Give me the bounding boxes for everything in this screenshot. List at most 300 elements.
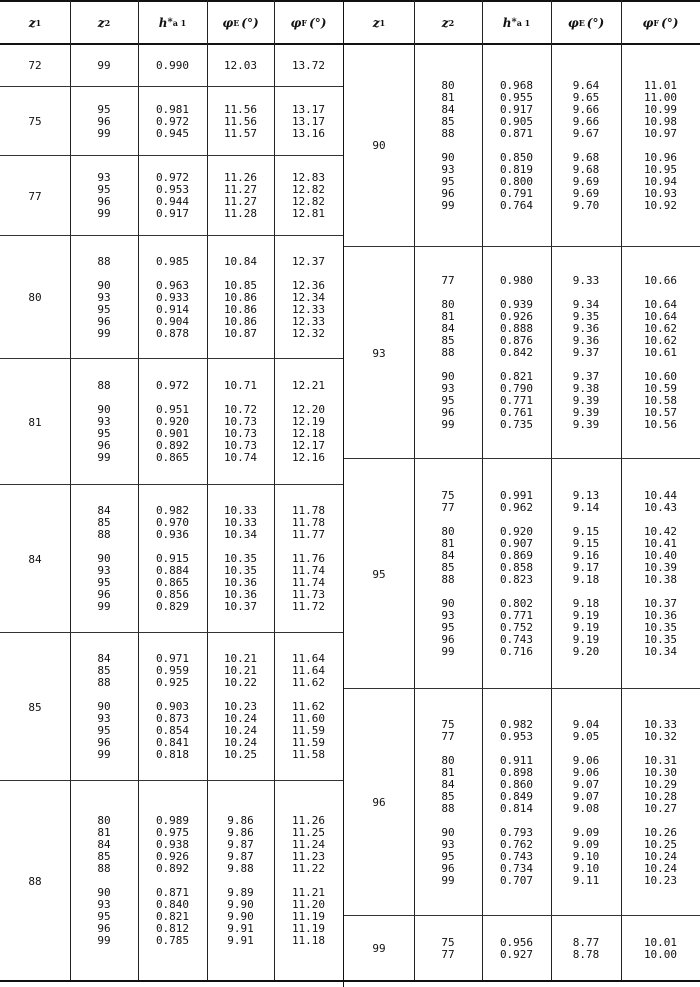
phi-f-value: 11.24 (291, 838, 326, 851)
ha-value: 0.953 (155, 183, 190, 196)
row-group (0, 780, 343, 981)
ha-value: 0.905 (499, 115, 534, 128)
phi-e-value: 8.78 (572, 948, 600, 961)
phi-f-value: 12.82 (291, 183, 326, 196)
phi-f-value: 10.94 (643, 175, 678, 188)
phi-f-value: 10.27 (643, 802, 678, 815)
phi-f-value: 10.96 (643, 151, 678, 164)
phi-e-value: 9.90 (227, 898, 254, 911)
z2-value: 88 (441, 573, 455, 586)
phi-e-value: 10.24 (223, 724, 258, 737)
z2-value: 96 (97, 195, 111, 208)
ha-value: 0.914 (155, 303, 190, 316)
table-row (344, 128, 700, 140)
phi-e-value: 9.37 (572, 346, 600, 359)
header-phi-f-unit: (°) (661, 15, 679, 30)
phi-e-value: 9.67 (572, 127, 600, 140)
ha-value: 0.917 (155, 207, 190, 220)
z2-value: 77 (441, 274, 455, 287)
z2-value: 95 (97, 183, 111, 196)
row-group (0, 484, 343, 633)
phi-e-value: 9.04 (572, 718, 600, 731)
phi-f-value: 10.24 (643, 850, 678, 863)
phi-e-value: 9.35 (572, 310, 600, 323)
z1-value: 80 (28, 291, 42, 304)
z1-value: 95 (372, 567, 386, 581)
z2-value: 81 (441, 91, 455, 104)
table-row (344, 275, 700, 287)
z2-value: 99 (97, 127, 111, 140)
z2-value: 95 (441, 850, 455, 863)
phi-e-value: 9.06 (572, 766, 600, 779)
phi-f-value: 12.21 (291, 379, 326, 392)
row-group (344, 246, 700, 459)
phi-e-value: 9.36 (572, 322, 600, 335)
phi-e-value: 11.57 (223, 127, 258, 140)
phi-e-value: 9.07 (572, 790, 600, 803)
table-row (0, 128, 343, 140)
phi-e-value: 10.36 (223, 588, 258, 601)
phi-e-value: 9.89 (227, 886, 254, 899)
z2-value: 96 (97, 315, 111, 328)
phi-f-value: 11.58 (291, 748, 326, 761)
ha-value: 0.959 (155, 664, 190, 677)
phi-e-value: 9.07 (572, 778, 600, 791)
header-phi-e-unit: (°) (241, 15, 259, 30)
ha-value: 0.840 (155, 898, 190, 911)
table-row (0, 380, 343, 392)
z2-value: 77 (441, 730, 455, 743)
z2-value: 99 (441, 199, 455, 212)
header-z2 (414, 2, 482, 43)
z2-value: 95 (97, 576, 111, 589)
phi-f-value: 11.62 (291, 676, 326, 689)
phi-f-value: 11.00 (643, 91, 678, 104)
z2-value: 75 (441, 489, 455, 502)
phi-f-value: 11.20 (291, 898, 326, 911)
phi-f-value: 10.92 (643, 199, 678, 212)
ha-value: 0.752 (499, 621, 534, 634)
z2-value: 95 (441, 621, 455, 634)
ha-value: 0.944 (155, 195, 190, 208)
z2-value: 90 (441, 826, 455, 839)
phi-f-value: 10.24 (643, 862, 678, 875)
ha-value: 0.790 (499, 382, 534, 395)
ha-value: 0.849 (499, 790, 534, 803)
phi-e-value: 9.86 (227, 826, 254, 839)
z2-value: 99 (97, 748, 111, 761)
z2-value: 90 (441, 370, 455, 383)
z2-value: 96 (97, 588, 111, 601)
phi-e-value: 9.39 (572, 394, 600, 407)
phi-e-value: 9.91 (227, 922, 254, 935)
ha-value: 0.841 (155, 736, 190, 749)
phi-e-value: 9.17 (572, 561, 600, 574)
table-row (0, 60, 343, 72)
z2-value: 99 (441, 874, 455, 887)
header-z1-symbol: z (28, 15, 36, 30)
phi-e-value: 9.39 (572, 418, 600, 431)
phi-f-value: 11.64 (291, 652, 326, 665)
phi-e-value: 9.15 (572, 537, 600, 550)
z2-value: 84 (97, 838, 111, 851)
ha-value: 0.970 (155, 516, 190, 529)
phi-f-value: 10.40 (643, 549, 678, 562)
phi-e-value: 9.18 (572, 597, 600, 610)
phi-f-value: 12.83 (291, 171, 326, 184)
z2-value: 93 (97, 564, 111, 577)
z2-value: 77 (441, 501, 455, 514)
header-z2-symbol: z (97, 15, 105, 30)
phi-f-value: 10.35 (643, 621, 678, 634)
phi-f-value: 10.38 (643, 573, 678, 586)
z2-value: 95 (97, 910, 111, 923)
phi-f-value: 10.64 (643, 310, 678, 323)
z2-value: 93 (97, 291, 111, 304)
z2-value: 84 (441, 778, 455, 791)
phi-e-value: 9.68 (572, 163, 600, 176)
header-z1-symbol: z (372, 15, 380, 30)
phi-f-value: 10.57 (643, 406, 678, 419)
phi-f-value: 11.26 (291, 814, 326, 827)
header-phi-f-sub: F (653, 17, 660, 28)
ha-value: 0.735 (499, 418, 534, 431)
ha-value: 0.785 (155, 934, 190, 947)
header-ha-sup: * (167, 17, 173, 28)
ha-value: 0.968 (499, 79, 534, 92)
phi-f-value: 13.16 (291, 127, 326, 140)
table-row (344, 200, 700, 212)
phi-f-value: 11.73 (291, 588, 326, 601)
phi-e-value: 10.21 (223, 652, 258, 665)
phi-e-value: 10.71 (223, 379, 258, 392)
z2-value: 99 (441, 418, 455, 431)
ha-value: 0.955 (499, 91, 534, 104)
ha-value: 0.865 (155, 451, 190, 464)
z2-value: 95 (97, 427, 111, 440)
header-ha-sub: a 1 (172, 17, 187, 28)
ha-value: 0.926 (499, 310, 534, 323)
z2-value: 95 (441, 394, 455, 407)
ha-value: 0.823 (499, 573, 534, 586)
phi-e-value: 9.10 (572, 862, 600, 875)
phi-f-value: 11.78 (291, 516, 326, 529)
z2-value: 96 (441, 187, 455, 200)
phi-e-value: 9.90 (227, 910, 254, 923)
ha-value: 0.982 (499, 718, 534, 731)
ha-value: 0.734 (499, 862, 534, 875)
z2-value: 90 (97, 886, 111, 899)
z2-value: 99 (97, 327, 111, 340)
z2-value: 96 (97, 115, 111, 128)
z1-value: 85 (28, 700, 42, 714)
header-ha-sub: a 1 (516, 17, 531, 28)
ha-value: 0.989 (155, 814, 190, 827)
phi-e-value: 9.69 (572, 175, 600, 188)
phi-e-value: 9.91 (227, 934, 254, 947)
ha-value: 0.901 (155, 427, 190, 440)
z2-value: 99 (97, 600, 111, 613)
phi-f-value: 10.26 (643, 826, 678, 839)
table-row (0, 749, 343, 761)
z2-value: 75 (441, 936, 455, 949)
phi-f-value: 11.21 (291, 886, 326, 899)
z1-value: 75 (28, 115, 42, 128)
ha-value: 0.762 (499, 838, 534, 851)
ha-value: 0.819 (499, 163, 534, 176)
table-row (344, 949, 700, 961)
z2-value: 81 (97, 826, 111, 839)
table-row (344, 419, 700, 431)
z2-value: 85 (441, 334, 455, 347)
phi-f-value: 10.43 (643, 501, 678, 514)
phi-e-value: 9.69 (572, 187, 600, 200)
phi-e-value: 9.15 (572, 525, 600, 538)
ha-value: 0.802 (499, 597, 534, 610)
z2-value: 85 (97, 516, 111, 529)
phi-f-value: 10.30 (643, 766, 678, 779)
ha-value: 0.925 (155, 676, 190, 689)
z2-value: 84 (97, 504, 111, 517)
z2-value: 95 (97, 303, 111, 316)
row-group (0, 86, 343, 156)
z2-value: 93 (441, 163, 455, 176)
phi-f-value: 10.35 (643, 633, 678, 646)
phi-e-value: 10.33 (223, 516, 258, 529)
ha-value: 0.821 (499, 370, 534, 383)
z2-value: 85 (97, 664, 111, 677)
phi-e-value: 9.66 (572, 103, 600, 116)
phi-e-value: 11.56 (223, 103, 258, 116)
phi-e-value: 11.28 (223, 207, 258, 220)
phi-e-value: 9.39 (572, 406, 600, 419)
phi-f-value: 11.25 (291, 826, 326, 839)
z1-value: 77 (28, 189, 42, 203)
z2-value: 77 (441, 948, 455, 961)
z1-value: 99 (372, 942, 386, 955)
table-row (0, 529, 343, 541)
table-row (0, 863, 343, 875)
phi-e-value: 10.86 (223, 315, 258, 328)
phi-e-value: 9.68 (572, 151, 600, 164)
header-ha (482, 2, 551, 43)
z2-value: 88 (97, 528, 111, 541)
header-phi-e (207, 2, 274, 43)
phi-e-value: 9.88 (227, 862, 254, 875)
z1-value: 93 (372, 346, 386, 360)
ha-value: 0.903 (155, 700, 190, 713)
table-row (0, 677, 343, 689)
phi-e-value: 9.86 (227, 814, 254, 827)
ha-value: 0.800 (499, 175, 534, 188)
table-row (344, 731, 700, 743)
phi-e-value: 9.66 (572, 115, 600, 128)
ha-value: 0.915 (155, 552, 190, 565)
z2-value: 90 (441, 597, 455, 610)
phi-f-value: 10.41 (643, 537, 678, 550)
z2-value: 84 (441, 103, 455, 116)
phi-e-value: 9.13 (572, 489, 600, 502)
header-z1 (0, 2, 70, 43)
ha-value: 0.980 (499, 274, 534, 287)
ha-value: 0.953 (499, 730, 534, 743)
z2-value: 81 (441, 537, 455, 550)
ha-value: 0.907 (499, 537, 534, 550)
row-group (0, 358, 343, 485)
table-row (344, 574, 700, 586)
phi-e-value: 11.27 (223, 195, 258, 208)
phi-e-value: 10.87 (223, 327, 258, 340)
z2-value: 90 (97, 700, 111, 713)
phi-e-value: 9.18 (572, 573, 600, 586)
ha-value: 0.933 (155, 291, 190, 304)
ha-value: 0.972 (155, 379, 190, 392)
phi-e-value: 10.73 (223, 415, 258, 428)
z2-value: 80 (441, 298, 455, 311)
ha-value: 0.972 (155, 115, 190, 128)
z2-value: 90 (441, 151, 455, 164)
ha-value: 0.814 (499, 802, 534, 815)
ha-value: 0.860 (499, 778, 534, 791)
ha-value: 0.818 (155, 748, 190, 761)
z2-value: 93 (441, 838, 455, 851)
header-z2-symbol: z (441, 15, 449, 30)
phi-e-value: 8.77 (572, 936, 600, 949)
row-group (0, 155, 343, 236)
z2-value: 90 (97, 279, 111, 292)
phi-f-value: 12.81 (291, 207, 326, 220)
phi-e-value: 10.24 (223, 712, 258, 725)
table-row (344, 803, 700, 815)
phi-f-value: 10.29 (643, 778, 678, 791)
z2-value: 99 (97, 451, 111, 464)
phi-e-value: 11.26 (223, 171, 258, 184)
z2-value: 81 (441, 310, 455, 323)
z2-value: 81 (441, 766, 455, 779)
z2-value: 80 (441, 525, 455, 538)
ha-value: 0.956 (499, 936, 534, 949)
ha-value: 0.888 (499, 322, 534, 335)
phi-e-value: 10.37 (223, 600, 258, 613)
phi-f-value: 11.64 (291, 664, 326, 677)
phi-e-value: 9.87 (227, 838, 254, 851)
phi-f-value: 11.60 (291, 712, 326, 725)
z2-value: 88 (441, 127, 455, 140)
z2-value: 93 (441, 382, 455, 395)
z2-value: 88 (97, 379, 111, 392)
left-table (0, 0, 343, 987)
z2-value: 85 (441, 790, 455, 803)
phi-f-value: 12.32 (291, 327, 326, 340)
phi-e-value: 9.14 (572, 501, 600, 514)
phi-f-value: 10.33 (643, 718, 678, 731)
phi-f-value: 10.95 (643, 163, 678, 176)
ha-value: 0.945 (155, 127, 190, 140)
phi-f-value: 10.59 (643, 382, 678, 395)
z2-value: 95 (97, 724, 111, 737)
phi-e-value: 9.64 (572, 79, 600, 92)
z1-value: 96 (372, 796, 386, 809)
right-table (344, 0, 700, 987)
z2-value: 84 (441, 322, 455, 335)
ha-value: 0.991 (499, 489, 534, 502)
phi-e-value: 9.38 (572, 382, 600, 395)
phi-e-value: 10.33 (223, 504, 258, 517)
phi-f-value: 10.23 (643, 874, 678, 887)
phi-f-value: 10.56 (643, 418, 678, 431)
header-z1-sub: 1 (379, 17, 386, 28)
header-phi-f (621, 2, 700, 43)
table-row (0, 935, 343, 947)
ha-value: 0.764 (499, 199, 534, 212)
ha-value: 0.854 (155, 724, 190, 737)
phi-e-value: 10.73 (223, 427, 258, 440)
ha-value: 0.985 (155, 255, 190, 268)
header-z1 (344, 2, 414, 43)
phi-f-value: 12.18 (291, 427, 326, 440)
phi-e-value: 10.21 (223, 664, 258, 677)
table-bottom-rule (344, 980, 700, 982)
ha-value: 0.911 (499, 754, 534, 767)
table-row (0, 328, 343, 340)
ha-value: 0.981 (155, 103, 190, 116)
ha-value: 0.920 (499, 525, 534, 538)
phi-e-value: 9.34 (572, 298, 600, 311)
table-row (344, 502, 700, 514)
phi-f-value: 10.97 (643, 127, 678, 140)
ha-value: 0.971 (155, 652, 190, 665)
ha-value: 0.878 (155, 327, 190, 340)
phi-f-value: 11.19 (291, 922, 326, 935)
z2-value: 80 (97, 814, 111, 827)
phi-e-value: 9.87 (227, 850, 254, 863)
phi-f-value: 10.98 (643, 115, 678, 128)
z2-value: 88 (97, 862, 111, 875)
table-row (0, 208, 343, 220)
ha-value: 0.791 (499, 187, 534, 200)
phi-e-value: 10.24 (223, 736, 258, 749)
ha-value: 0.951 (155, 403, 190, 416)
z2-value: 96 (97, 922, 111, 935)
phi-f-value: 10.58 (643, 394, 678, 407)
ha-value: 0.938 (155, 838, 190, 851)
phi-e-value: 9.19 (572, 621, 600, 634)
phi-f-value: 10.93 (643, 187, 678, 200)
phi-e-value: 9.16 (572, 549, 600, 562)
ha-value: 0.865 (155, 576, 190, 589)
phi-f-value: 10.31 (643, 754, 678, 767)
phi-f-value: 10.60 (643, 370, 678, 383)
z2-value: 99 (441, 645, 455, 658)
phi-e-value: 10.72 (223, 403, 258, 416)
z2-value: 93 (97, 171, 111, 184)
z2-value: 99 (97, 207, 111, 220)
phi-e-value: 10.84 (223, 255, 258, 268)
z2-value: 93 (97, 712, 111, 725)
table-row (0, 601, 343, 613)
phi-f-value: 11.72 (291, 600, 326, 613)
phi-f-value: 11.77 (291, 528, 326, 541)
phi-f-value: 10.32 (643, 730, 678, 743)
z2-value: 84 (441, 549, 455, 562)
ha-value: 0.962 (499, 501, 534, 514)
z1-value: 72 (28, 59, 42, 72)
phi-f-value: 13.17 (291, 115, 326, 128)
ha-value: 0.716 (499, 645, 534, 658)
ha-value: 0.990 (155, 59, 190, 72)
z2-value: 80 (441, 79, 455, 92)
phi-f-value: 12.17 (291, 439, 326, 452)
